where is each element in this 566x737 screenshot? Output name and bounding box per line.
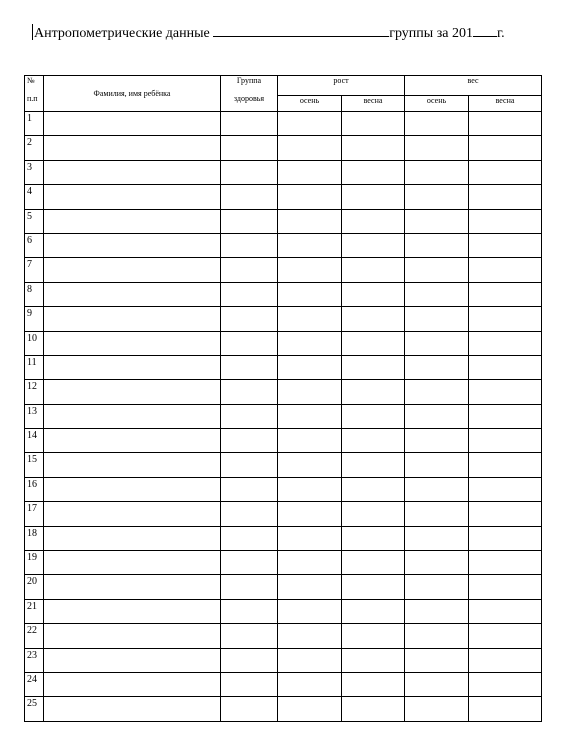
height-autumn-cell[interactable]	[278, 477, 342, 501]
row-number-cell: 24	[25, 672, 44, 696]
health-group-cell[interactable]	[221, 404, 278, 428]
title-suffix: г.	[496, 26, 505, 41]
table-row	[25, 697, 542, 721]
height-autumn-cell[interactable]	[278, 648, 342, 672]
weight-spring-cell[interactable]	[469, 282, 542, 306]
row-number-cell: 9	[25, 307, 44, 331]
table-row	[25, 575, 542, 599]
height-autumn-cell[interactable]	[278, 672, 342, 696]
height-spring-cell[interactable]	[342, 551, 405, 575]
weight-spring-cell[interactable]	[469, 209, 542, 233]
weight-autumn-cell[interactable]	[405, 355, 469, 379]
header-number-line1: №	[27, 76, 35, 85]
table-row	[25, 258, 542, 282]
height-spring-cell[interactable]	[342, 136, 405, 160]
weight-autumn-cell[interactable]	[405, 160, 469, 184]
weight-autumn-cell[interactable]	[405, 136, 469, 160]
weight-spring-cell[interactable]	[469, 258, 542, 282]
weight-spring-cell[interactable]	[469, 648, 542, 672]
table-row	[25, 599, 542, 623]
weight-spring-cell[interactable]	[469, 575, 542, 599]
height-autumn-cell[interactable]	[278, 233, 342, 257]
health-group-cell[interactable]	[221, 233, 278, 257]
title-prefix: Антропометрические данные	[34, 26, 214, 41]
header-weight: вес	[405, 76, 542, 96]
child-name-cell[interactable]	[44, 477, 221, 501]
height-spring-cell[interactable]	[342, 575, 405, 599]
health-group-cell[interactable]	[221, 258, 278, 282]
child-name-cell[interactable]	[44, 599, 221, 623]
health-group-cell[interactable]	[221, 526, 278, 550]
row-number-cell: 15	[25, 453, 44, 477]
header-number-line2: п.п	[27, 94, 38, 103]
child-name-cell[interactable]	[44, 575, 221, 599]
table-body	[25, 112, 542, 722]
table-row	[25, 477, 542, 501]
child-name-cell[interactable]	[44, 502, 221, 526]
header-health-group	[221, 76, 278, 112]
weight-spring-cell[interactable]	[469, 526, 542, 550]
child-name-cell[interactable]	[44, 429, 221, 453]
height-autumn-cell[interactable]	[278, 307, 342, 331]
table-row	[25, 526, 542, 550]
height-autumn-cell[interactable]	[278, 624, 342, 648]
health-group-cell[interactable]	[221, 160, 278, 184]
table-row	[25, 672, 542, 696]
weight-spring-cell[interactable]	[469, 502, 542, 526]
weight-autumn-cell[interactable]	[405, 380, 469, 404]
weight-autumn-cell[interactable]	[405, 185, 469, 209]
weight-spring-cell[interactable]	[469, 672, 542, 696]
row-number-cell: 20	[25, 575, 44, 599]
height-autumn-cell[interactable]	[278, 355, 342, 379]
health-group-cell[interactable]	[221, 648, 278, 672]
child-name-cell[interactable]	[44, 404, 221, 428]
weight-spring-cell[interactable]	[469, 233, 542, 257]
height-autumn-cell[interactable]	[278, 160, 342, 184]
height-autumn-cell[interactable]	[278, 599, 342, 623]
weight-autumn-cell[interactable]	[405, 404, 469, 428]
weight-autumn-cell[interactable]	[405, 282, 469, 306]
row-number-cell: 7	[25, 258, 44, 282]
height-spring-cell[interactable]	[342, 209, 405, 233]
child-name-cell[interactable]	[44, 672, 221, 696]
header-height-autumn: осень	[278, 96, 342, 112]
weight-autumn-cell[interactable]	[405, 624, 469, 648]
child-name-cell[interactable]	[44, 624, 221, 648]
height-spring-cell[interactable]	[342, 477, 405, 501]
height-spring-cell[interactable]	[342, 526, 405, 550]
child-name-cell[interactable]	[44, 209, 221, 233]
child-name-cell[interactable]	[44, 355, 221, 379]
height-autumn-cell[interactable]	[278, 429, 342, 453]
health-group-cell[interactable]	[221, 575, 278, 599]
height-spring-cell[interactable]	[342, 380, 405, 404]
weight-autumn-cell[interactable]	[405, 551, 469, 575]
child-name-cell[interactable]	[44, 380, 221, 404]
weight-autumn-cell[interactable]	[405, 575, 469, 599]
child-name-cell[interactable]	[44, 258, 221, 282]
health-group-cell[interactable]	[221, 112, 278, 136]
weight-spring-cell[interactable]	[469, 160, 542, 184]
health-group-cell[interactable]	[221, 355, 278, 379]
header-height: рост	[278, 76, 405, 96]
weight-autumn-cell[interactable]	[405, 526, 469, 550]
height-spring-cell[interactable]	[342, 331, 405, 355]
row-number-cell: 1	[25, 112, 44, 136]
weight-autumn-cell[interactable]	[405, 672, 469, 696]
row-number-cell: 25	[25, 697, 44, 721]
row-number-cell: 19	[25, 551, 44, 575]
health-group-cell[interactable]	[221, 282, 278, 306]
header-number	[25, 76, 44, 112]
child-name-cell[interactable]	[44, 185, 221, 209]
weight-spring-cell[interactable]	[469, 307, 542, 331]
row-number-cell: 14	[25, 429, 44, 453]
header-weight-spring: весна	[469, 96, 542, 112]
health-group-cell[interactable]	[221, 672, 278, 696]
height-spring-cell[interactable]	[342, 599, 405, 623]
health-group-cell[interactable]	[221, 599, 278, 623]
row-number-cell: 22	[25, 624, 44, 648]
child-name-cell[interactable]	[44, 331, 221, 355]
table-row	[25, 624, 542, 648]
page-title	[32, 24, 562, 43]
table-row	[25, 551, 542, 575]
health-group-cell[interactable]	[221, 453, 278, 477]
height-spring-cell[interactable]	[342, 672, 405, 696]
child-name-cell[interactable]	[44, 160, 221, 184]
height-spring-cell[interactable]	[342, 697, 405, 721]
weight-spring-cell[interactable]	[469, 404, 542, 428]
header-weight-autumn: осень	[405, 96, 469, 112]
height-spring-cell[interactable]	[342, 112, 405, 136]
header-row-1	[25, 76, 542, 96]
weight-spring-cell[interactable]	[469, 551, 542, 575]
child-name-cell[interactable]	[44, 697, 221, 721]
height-spring-cell[interactable]	[342, 429, 405, 453]
health-group-cell[interactable]	[221, 477, 278, 501]
height-autumn-cell[interactable]	[278, 551, 342, 575]
weight-autumn-cell[interactable]	[405, 453, 469, 477]
height-spring-cell[interactable]	[342, 355, 405, 379]
height-spring-cell[interactable]	[342, 648, 405, 672]
weight-spring-cell[interactable]	[469, 429, 542, 453]
height-spring-cell[interactable]	[342, 404, 405, 428]
row-number-cell: 18	[25, 526, 44, 550]
row-number-cell: 2	[25, 136, 44, 160]
row-number-cell: 10	[25, 331, 44, 355]
anthropometric-table	[24, 75, 542, 722]
height-autumn-cell[interactable]	[278, 185, 342, 209]
health-group-cell[interactable]	[221, 429, 278, 453]
table-row	[25, 404, 542, 428]
health-group-cell[interactable]	[221, 502, 278, 526]
health-group-cell[interactable]	[221, 380, 278, 404]
weight-spring-cell[interactable]	[469, 599, 542, 623]
row-number-cell: 23	[25, 648, 44, 672]
health-group-cell[interactable]	[221, 331, 278, 355]
weight-spring-cell[interactable]	[469, 355, 542, 379]
weight-spring-cell[interactable]	[469, 624, 542, 648]
child-name-cell[interactable]	[44, 526, 221, 550]
height-spring-cell[interactable]	[342, 160, 405, 184]
table-row	[25, 209, 542, 233]
height-autumn-cell[interactable]	[278, 502, 342, 526]
child-name-cell[interactable]	[44, 233, 221, 257]
child-name-cell[interactable]	[44, 648, 221, 672]
height-autumn-cell[interactable]	[278, 258, 342, 282]
row-number-cell: 6	[25, 233, 44, 257]
health-group-cell[interactable]	[221, 624, 278, 648]
height-spring-cell[interactable]	[342, 453, 405, 477]
weight-autumn-cell[interactable]	[405, 599, 469, 623]
header-health-line2: здоровья	[233, 94, 265, 103]
group-name-blank[interactable]	[213, 24, 389, 37]
weight-autumn-cell[interactable]	[405, 209, 469, 233]
weight-spring-cell[interactable]	[469, 697, 542, 721]
header-health-line1: Группа	[236, 76, 262, 85]
row-number-cell: 11	[25, 355, 44, 379]
weight-spring-cell[interactable]	[469, 331, 542, 355]
weight-spring-cell[interactable]	[469, 185, 542, 209]
table-row	[25, 185, 542, 209]
height-spring-cell[interactable]	[342, 258, 405, 282]
table-row	[25, 502, 542, 526]
height-autumn-cell[interactable]	[278, 331, 342, 355]
table-row	[25, 380, 542, 404]
weight-autumn-cell[interactable]	[405, 697, 469, 721]
weight-spring-cell[interactable]	[469, 136, 542, 160]
text-cursor-mark	[32, 24, 33, 40]
height-autumn-cell[interactable]	[278, 697, 342, 721]
child-name-cell[interactable]	[44, 112, 221, 136]
row-number-cell: 3	[25, 160, 44, 184]
header-height-spring: весна	[342, 96, 405, 112]
row-number-cell: 16	[25, 477, 44, 501]
child-name-cell[interactable]	[44, 282, 221, 306]
height-autumn-cell[interactable]	[278, 575, 342, 599]
weight-autumn-cell[interactable]	[405, 648, 469, 672]
weight-spring-cell[interactable]	[469, 453, 542, 477]
height-spring-cell[interactable]	[342, 624, 405, 648]
height-spring-cell[interactable]	[342, 233, 405, 257]
health-group-cell[interactable]	[221, 185, 278, 209]
height-spring-cell[interactable]	[342, 307, 405, 331]
weight-autumn-cell[interactable]	[405, 258, 469, 282]
health-group-cell[interactable]	[221, 209, 278, 233]
table-row	[25, 282, 542, 306]
height-autumn-cell[interactable]	[278, 136, 342, 160]
weight-autumn-cell[interactable]	[405, 502, 469, 526]
table-row	[25, 112, 542, 136]
height-autumn-cell[interactable]	[278, 453, 342, 477]
row-number-cell: 4	[25, 185, 44, 209]
health-group-cell[interactable]	[221, 697, 278, 721]
height-autumn-cell[interactable]	[278, 526, 342, 550]
health-group-cell[interactable]	[221, 136, 278, 160]
table-row	[25, 307, 542, 331]
row-number-cell: 13	[25, 404, 44, 428]
weight-autumn-cell[interactable]	[405, 112, 469, 136]
height-spring-cell[interactable]	[342, 502, 405, 526]
row-number-cell: 5	[25, 209, 44, 233]
weight-autumn-cell[interactable]	[405, 307, 469, 331]
height-autumn-cell[interactable]	[278, 380, 342, 404]
row-number-cell: 12	[25, 380, 44, 404]
table-row	[25, 648, 542, 672]
row-number-cell: 17	[25, 502, 44, 526]
health-group-cell[interactable]	[221, 307, 278, 331]
height-autumn-cell[interactable]	[278, 112, 342, 136]
child-name-cell[interactable]	[44, 307, 221, 331]
weight-autumn-cell[interactable]	[405, 233, 469, 257]
row-number-cell: 8	[25, 282, 44, 306]
table-row	[25, 453, 542, 477]
weight-spring-cell[interactable]	[469, 477, 542, 501]
table-row	[25, 233, 542, 257]
table-row	[25, 429, 542, 453]
child-name-cell[interactable]	[44, 136, 221, 160]
child-name-cell[interactable]	[44, 453, 221, 477]
table-row	[25, 355, 542, 379]
height-autumn-cell[interactable]	[278, 209, 342, 233]
weight-spring-cell[interactable]	[469, 380, 542, 404]
year-blank[interactable]	[473, 24, 497, 37]
title-middle: группы за 201	[389, 26, 473, 41]
height-spring-cell[interactable]	[342, 282, 405, 306]
health-group-cell[interactable]	[221, 551, 278, 575]
height-autumn-cell[interactable]	[278, 404, 342, 428]
table-row	[25, 136, 542, 160]
height-spring-cell[interactable]	[342, 185, 405, 209]
child-name-cell[interactable]	[44, 551, 221, 575]
weight-spring-cell[interactable]	[469, 112, 542, 136]
table-row	[25, 160, 542, 184]
weight-autumn-cell[interactable]	[405, 429, 469, 453]
table-row	[25, 331, 542, 355]
weight-autumn-cell[interactable]	[405, 477, 469, 501]
weight-autumn-cell[interactable]	[405, 331, 469, 355]
height-autumn-cell[interactable]	[278, 282, 342, 306]
row-number-cell: 21	[25, 599, 44, 623]
header-child-name: Фамилия, имя ребёнка	[44, 76, 221, 112]
